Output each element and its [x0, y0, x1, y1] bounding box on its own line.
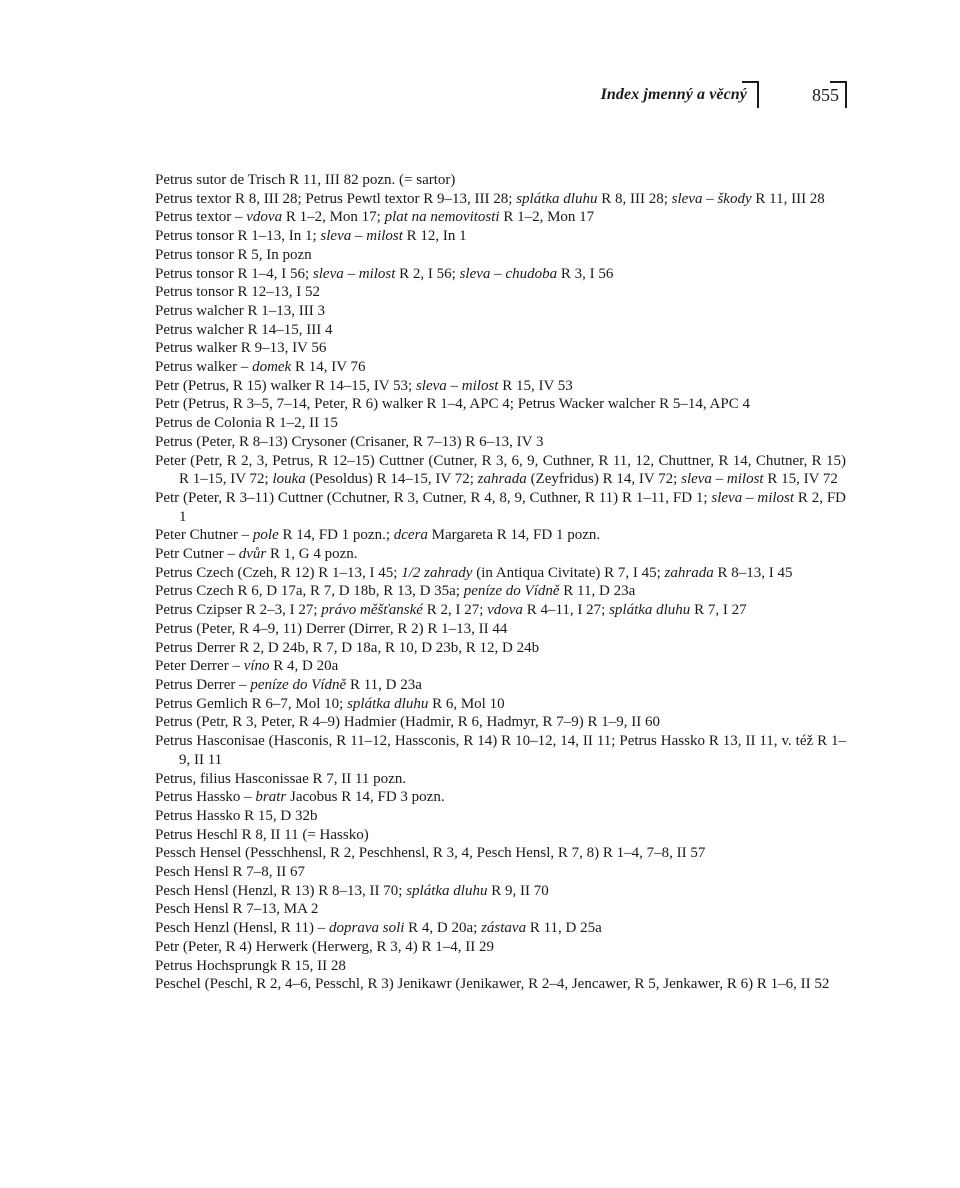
entry-text: Petrus, filius Hasconissae R 7, II 11 pozn. [155, 770, 407, 787]
entry-text: R 2, I 27; [422, 602, 488, 619]
entry-text: R 2, I 56; [395, 265, 460, 282]
entry-text: Petrus Gemlich R 6–7, Mol 10; [155, 695, 348, 712]
index-entry [155, 713, 846, 732]
index-entry [155, 900, 846, 919]
entry-text: Petrus walcher R 1–13, III 3 [155, 302, 325, 319]
entry-text: R 15, IV 53 [498, 377, 573, 394]
entry-text: R 11, D 25a [526, 920, 602, 937]
index-entry [155, 246, 846, 265]
entry-text: R 8, III 28; [597, 190, 672, 207]
entry-keyword: splátka dluhu [406, 882, 488, 899]
index-entry [155, 639, 846, 658]
entry-keyword: domek [252, 359, 292, 376]
entry-keyword: louka [272, 471, 306, 488]
entry-text: Margareta R 14, FD 1 pozn. [427, 527, 601, 544]
entry-text: Petrus walker – [155, 359, 253, 376]
index-entry [155, 265, 846, 284]
entry-text: Pesch Hensl (Henzl, R 13) R 8–13, II 70; [155, 882, 407, 899]
entry-text: R 1, G 4 pozn. [266, 546, 358, 563]
entry-text: Petrus Derrer R 2, D 24b, R 7, D 18a, R 10, D 23b, R 12, D 24b [155, 639, 540, 656]
entry-text: R 12, In 1 [402, 228, 467, 245]
entry-text: R 4, D 20a [269, 658, 339, 675]
entry-text: R 1–2, Mon 17 [499, 209, 595, 226]
entry-keyword: zástava [481, 920, 527, 937]
entry-keyword: vdova [246, 209, 283, 226]
index-entry [155, 395, 846, 414]
entry-text: Pessch Hensel (Pesschhensl, R 2, Peschhensl, R 3, 4, Pesch Hensl, R 7, 8) R 1–4, 7–8, II 57 [155, 845, 706, 862]
entry-text: Petrus Czech (Czeh, R 12) R 1–13, I 45; [155, 564, 402, 581]
index-entry [155, 601, 846, 620]
entry-keyword: bratr [255, 789, 287, 806]
index-entry [155, 564, 846, 583]
entry-text: R 1–2, Mon 17; [282, 209, 385, 226]
entry-text: Petrus textor R 8, III 28; Petrus Pewtl textor R 9–13, III 28; [155, 190, 517, 207]
entry-text: Petrus tonsor R 1–13, In 1; [155, 228, 321, 245]
entry-keyword: 1/2 zahrady [401, 564, 473, 581]
entry-keyword: splátka dluhu [609, 602, 691, 619]
entry-text: Petr (Petrus, R 15) walker R 14–15, IV 53; [155, 377, 416, 394]
entry-text: Pesch Hensl R 7–8, II 67 [155, 864, 305, 881]
entry-text: Petrus Czech R 6, D 17a, R 7, D 18b, R 13, D 35a; [155, 583, 464, 600]
index-entry [155, 882, 846, 901]
index-entry [155, 582, 846, 601]
entry-text: Petr (Petrus, R 3–5, 7–14, Peter, R 6) walker R 1–4, APC 4; Petrus Wacker walcher R 5–14, APC 4 [155, 396, 750, 413]
entry-keyword: sleva – milost [681, 471, 764, 488]
entry-text: Petr (Peter, R 3–11) Cuttner (Cchutner, R 3, Cutner, R 4, 8, 9, Cuthner, R 11) R 1–11, FD 1; [155, 489, 712, 506]
entry-text: (Zeyfridus) R 14, IV 72; [526, 471, 682, 488]
entry-keyword: peníze do Vídně [250, 676, 347, 693]
running-title: Index jmenný a věcný [600, 86, 747, 103]
index-entry [155, 975, 846, 994]
entry-text: Petrus (Peter, R 8–13) Crysoner (Crisaner, R 7–13) R 6–13, IV 3 [155, 433, 544, 450]
entry-keyword: sleva – milost [711, 489, 795, 506]
entry-text: Petr Cutner – [155, 546, 239, 563]
corner-mark-right [830, 81, 847, 108]
index-entry [155, 208, 846, 227]
index-entry [155, 657, 846, 676]
entry-keyword: sleva – milost [312, 265, 396, 282]
index-entry [155, 283, 846, 302]
index-entry [155, 433, 846, 452]
index-entry [155, 676, 846, 695]
entry-keyword: zahrada [664, 564, 714, 581]
entry-text: Petrus sutor de Trisch R 11, III 82 pozn. (= sartor) [155, 172, 456, 188]
entry-text: Petrus Hochsprungk R 15, II 28 [155, 957, 346, 974]
index-entry [155, 695, 846, 714]
entry-text: (in Antiqua Civitate) R 7, I 45; [472, 564, 665, 581]
entry-text: Petrus walker R 9–13, IV 56 [155, 340, 327, 357]
index-entry [155, 620, 846, 639]
entry-keyword: vdova [487, 602, 523, 619]
entry-text: R 9, II 70 [487, 882, 549, 899]
entry-text: Pesch Hensl R 7–13, MA 2 [155, 901, 319, 918]
entry-keyword: splátka dluhu [516, 190, 598, 207]
index-entry [155, 826, 846, 845]
index-entry [155, 732, 846, 769]
entry-text: Petrus Heschl R 8, II 11 (= Hassko) [155, 826, 369, 843]
entry-keyword: splátka dluhu [347, 695, 429, 712]
index-entry [155, 938, 846, 957]
entry-text: R 11, D 23a [559, 583, 636, 600]
entry-keyword: sleva – milost [415, 377, 499, 394]
index-entry [155, 339, 846, 358]
entry-text: Peschel (Peschl, R 2, 4–6, Pesschl, R 3) Jenikawr (Jenikawer, R 2–4, Jencawer, R 5, Jenkawer, R 6) R 1–6, II 52 [155, 976, 830, 993]
entry-text: (Pesoldus) R 14–15, IV 72; [305, 471, 478, 488]
index-entry [155, 807, 846, 826]
entry-text: R 15, IV 72 [763, 471, 838, 488]
entry-keyword: plat na nemovitosti [384, 209, 500, 226]
entry-text: R 4–11, I 27; [522, 602, 610, 619]
entry-text: R 14, FD 1 pozn.; [278, 527, 394, 544]
entry-text: R 11, D 23a [346, 676, 422, 693]
entry-text: Petrus Czipser R 2–3, I 27; [155, 602, 322, 619]
index-entry [155, 302, 846, 321]
index-entry [155, 414, 846, 433]
index-entry [155, 919, 846, 938]
entry-text: Petrus de Colonia R 1–2, II 15 [155, 415, 338, 432]
entry-keyword: doprava soli [329, 920, 405, 937]
index-entry [155, 788, 846, 807]
entry-text: Petrus tonsor R 1–4, I 56; [155, 265, 313, 282]
entry-keyword: sleva – škody [671, 190, 752, 207]
entry-text: R 6, Mol 10 [428, 695, 505, 712]
entry-text: R 8–13, I 45 [713, 564, 793, 581]
entry-text: Petrus textor – [155, 209, 247, 226]
index-entry [155, 770, 846, 789]
index-entry [155, 321, 846, 340]
entry-keyword: víno [243, 658, 270, 675]
entry-text: Petrus (Petr, R 3, Peter, R 4–9) Hadmier (Hadmir, R 6, Hadmyr, R 7–9) R 1–9, II 60 [155, 714, 661, 731]
entry-text: Petrus walcher R 14–15, III 4 [155, 321, 333, 338]
entry-text: R 11, III 28 [751, 190, 825, 207]
entry-keyword: peníze do Vídně [463, 583, 560, 600]
entry-keyword: sleva – chudoba [459, 265, 558, 282]
index-entry-list [155, 171, 846, 994]
entry-text: Petrus tonsor R 12–13, I 52 [155, 284, 320, 301]
index-entry [155, 863, 846, 882]
index-entry [155, 171, 846, 190]
entry-keyword: pole [252, 527, 279, 544]
entry-text: Jacobus R 14, FD 3 pozn. [286, 789, 445, 806]
index-entry [155, 377, 846, 396]
page-number: 855 [812, 85, 839, 105]
entry-keyword: právo měšťanské [321, 602, 423, 619]
entry-text: Petrus Hassko R 15, D 32b [155, 807, 318, 824]
entry-keyword: zahrada [477, 471, 527, 488]
entry-text: Petrus (Peter, R 4–9, 11) Derrer (Dirrer, R 2) R 1–13, II 44 [155, 620, 508, 637]
index-entry [155, 526, 846, 545]
corner-mark-left [742, 81, 759, 108]
entry-keyword: dvůr [238, 546, 267, 563]
index-entry [155, 452, 846, 489]
entry-text: R 4, D 20a; [404, 920, 482, 937]
entry-text: R 14, IV 76 [291, 359, 366, 376]
entry-text: R 2, FD 1 [179, 489, 846, 525]
entry-text: Peter Chutner – [155, 527, 253, 544]
entry-text: Pesch Henzl (Hensl, R 11) – [155, 920, 329, 937]
index-entry [155, 227, 846, 246]
entry-keyword: dcera [393, 527, 428, 544]
entry-text: Petrus Hasconisae (Hasconis, R 11–12, Hassconis, R 14) R 10–12, 14, II 11; Petrus Hassko R 13, II 11, v. též R 1–9, II 11 [155, 733, 846, 768]
index-entry [155, 489, 846, 526]
entry-text: Petrus Hassko – [155, 789, 256, 806]
index-entry [155, 957, 846, 976]
entry-text: Petr (Peter, R 4) Herwerk (Herwerg, R 3, 4) R 1–4, II 29 [155, 938, 495, 955]
index-entry [155, 190, 846, 209]
entry-text: R 7, I 27 [690, 602, 747, 619]
entry-text: Petrus Derrer – [155, 676, 251, 693]
entry-text: Peter Derrer – [155, 658, 244, 675]
index-entry [155, 844, 846, 863]
entry-text: Peter (Petr, R 2, 3, Petrus, R 12–15) Cuttner (Cutner, R 3, 6, 9, Cuthner, R 11, 12, Chuttner, R 14, Chutner, R 15) R 1–15, IV 72; [155, 452, 846, 488]
index-entry [155, 358, 846, 377]
entry-text: R 3, I 56 [557, 265, 614, 282]
index-entry [155, 545, 846, 564]
entry-keyword: sleva – milost [320, 228, 403, 245]
entry-text: Petrus tonsor R 5, In pozn [155, 246, 312, 263]
